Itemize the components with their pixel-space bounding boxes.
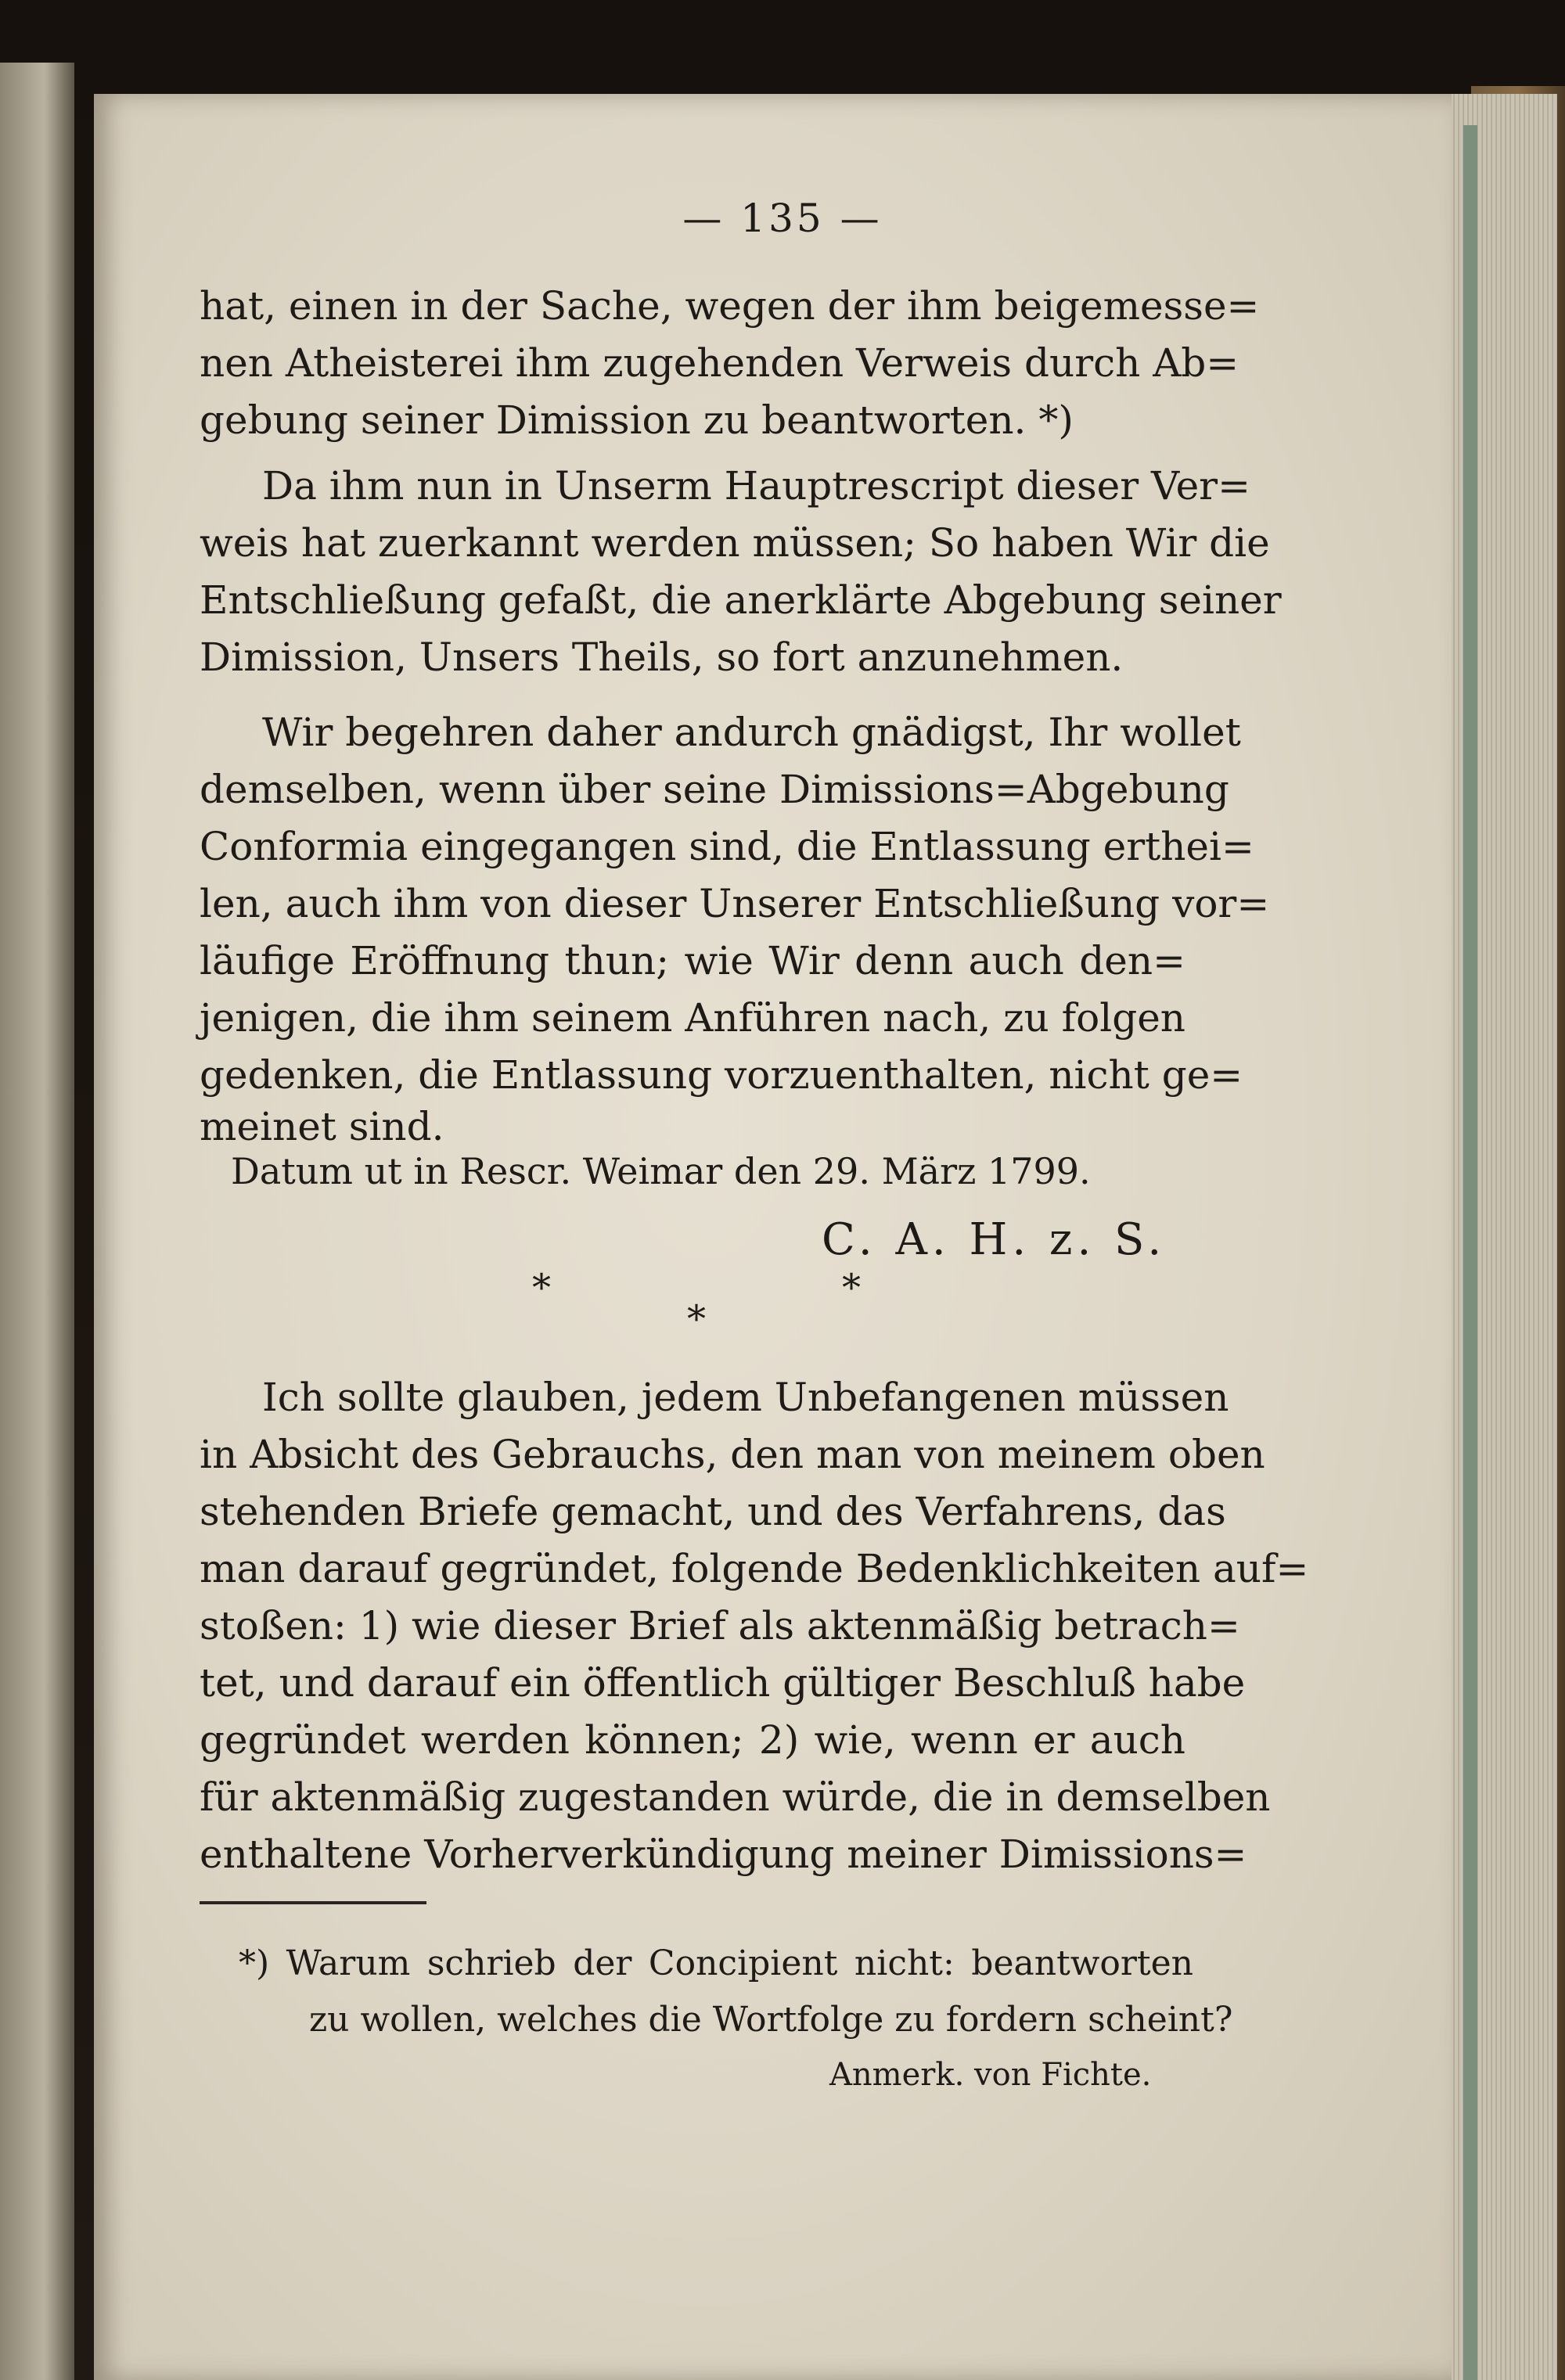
- text-line: Wir begehren daher andurch gnädigst, Ihr wollet: [262, 710, 1241, 755]
- left-facing-page: [0, 63, 74, 2380]
- text-line: gedenken, die Entlassung vorzuenthalten, nicht ge=: [200, 1052, 1243, 1098]
- text-line: Dimission, Unsers Theils, so fort anzunehmen.: [200, 635, 1124, 680]
- text-line: stehenden Briefe gemacht, und des Verfahrens, das: [200, 1489, 1226, 1534]
- text-line: man darauf gegründet, folgende Bedenklichkeiten auf=: [200, 1546, 1309, 1591]
- footnote-line: zu wollen, welches die Wortfolge zu fordern scheint?: [309, 2000, 1233, 2040]
- section-separator: [532, 1266, 861, 1341]
- asterisk: *: [532, 1266, 551, 1310]
- text-line: für aktenmäßig zugestanden würde, die in demselben: [200, 1774, 1271, 1820]
- asterisk: *: [687, 1297, 706, 1341]
- text-line: gebung seiner Dimission zu beantworten. *): [200, 397, 1074, 443]
- text-line: demselben, wenn über seine Dimissions=Abgebung: [200, 767, 1229, 812]
- text-line: Ich sollte glauben, jedem Unbefangenen müssen: [262, 1375, 1229, 1420]
- text-line: stoßen: 1) wie dieser Brief als aktenmäßig betrach=: [200, 1603, 1240, 1648]
- text-line: tet, und darauf ein öffentlich gültiger Beschluß habe: [200, 1660, 1246, 1706]
- page-edge-tint: [1463, 125, 1477, 2380]
- footnote-credit: Anmerk. von Fichte.: [829, 2057, 1152, 2093]
- footnote-line: *) Warum schrieb der Concipient nicht: beantworten: [239, 1943, 1193, 1983]
- page-number: — 135 —: [682, 196, 883, 241]
- text-line: hat, einen in der Sache, wegen der ihm beigemesse=: [200, 283, 1260, 329]
- text-line: läufige Eröffnung thun; wie Wir denn auch den=: [200, 938, 1185, 983]
- text-line: in Absicht des Gebrauchs, den man von meinem oben: [200, 1432, 1265, 1477]
- text-line: meinet sind.: [200, 1104, 444, 1149]
- datum-line: Datum ut in Rescr. Weimar den 29. März 1799.: [231, 1150, 1091, 1192]
- signature-initials: C. A. H. z. S.: [822, 1214, 1167, 1265]
- asterisk: *: [842, 1266, 861, 1310]
- text-line: Entschließung gefaßt, die anerklärte Abgebung seiner: [200, 577, 1282, 623]
- text-line: len, auch ihm von dieser Unserer Entschließung vor=: [200, 881, 1270, 926]
- text-line: Conformia eingegangen sind, die Entlassung erthei=: [200, 824, 1254, 869]
- footnote-rule: [200, 1901, 426, 1904]
- text-line: weis hat zuerkannt werden müssen; So haben Wir die: [200, 520, 1270, 566]
- text-line: nen Atheisterei ihm zugehenden Verweis durch Ab=: [200, 340, 1239, 386]
- text-line: jenigen, die ihm seinem Anführen nach, zu folgen: [200, 995, 1185, 1041]
- text-line: enthaltene Vorherverkündigung meiner Dimissions=: [200, 1832, 1247, 1877]
- text-line: gegründet werden können; 2) wie, wenn er auch: [200, 1717, 1185, 1763]
- text-line: Da ihm nun in Unserm Hauptrescript dieser Ver=: [262, 463, 1250, 509]
